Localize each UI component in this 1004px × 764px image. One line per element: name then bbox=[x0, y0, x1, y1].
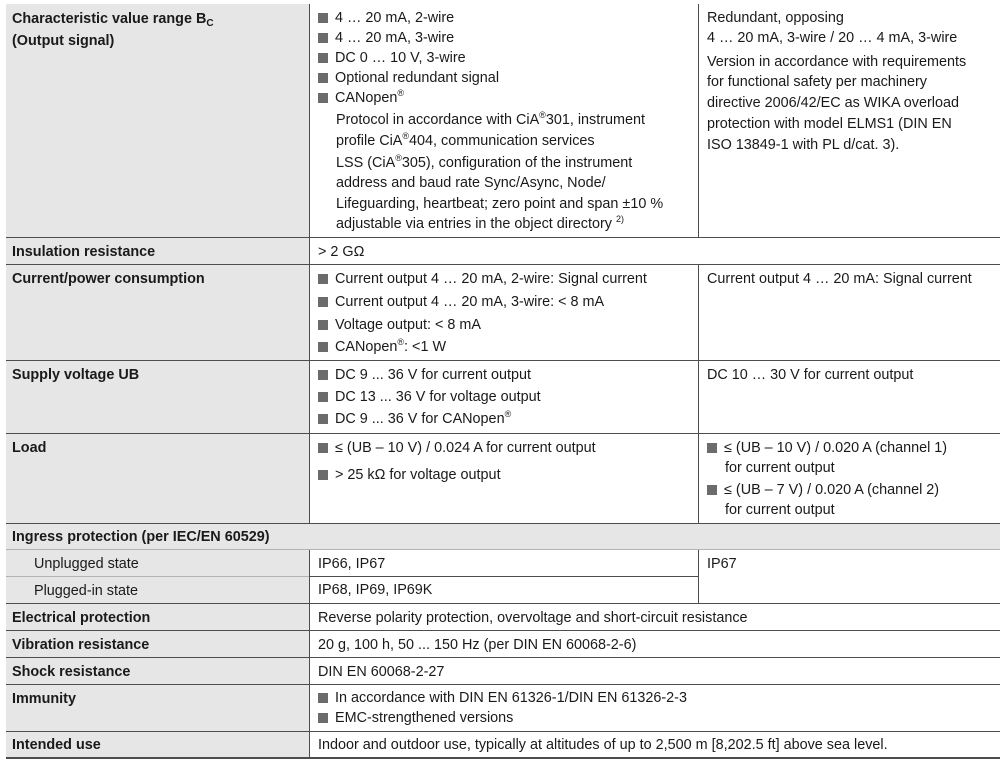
value-cell bbox=[309, 631, 1000, 657]
value-text: IP67 bbox=[707, 556, 737, 572]
row-label-cell bbox=[6, 576, 309, 603]
list-item-text: ≤ (UB – 10 V) / 0.020 A (channel 1) bbox=[724, 440, 948, 456]
registered-mark: ® bbox=[539, 110, 546, 120]
row-unplugged-state bbox=[6, 549, 1000, 576]
list-item-text: 4 … 20 mA, 2-wire bbox=[335, 10, 455, 26]
text-line: directive 2006/42/EC as WIKA overload bbox=[707, 95, 959, 111]
row-label-cell bbox=[6, 658, 309, 684]
row-characteristic-value-range bbox=[6, 4, 1000, 237]
list-item bbox=[318, 438, 596, 458]
list-item bbox=[318, 68, 499, 88]
bullet-square-icon bbox=[318, 297, 328, 307]
label-text: Characteristic value range B bbox=[12, 11, 207, 27]
text-line: protection with model ELMS1 (DIN EN bbox=[707, 116, 952, 132]
text-part: LSS (CiA bbox=[336, 155, 396, 171]
row-label: Intended use bbox=[12, 737, 101, 753]
row-label: Supply voltage UB bbox=[12, 367, 140, 383]
list-item bbox=[318, 269, 647, 289]
row-label: Electrical protection bbox=[12, 610, 151, 626]
row-intended-use bbox=[6, 731, 1000, 757]
value-cell-standard bbox=[309, 434, 698, 523]
list-item-text: DC 0 … 10 V, 3-wire bbox=[335, 50, 466, 66]
row-label-cell bbox=[6, 732, 309, 757]
list-item bbox=[318, 337, 446, 357]
bullet-square-icon bbox=[318, 342, 328, 352]
text-line: 4 … 20 mA, 3-wire / 20 … 4 mA, 3-wire bbox=[707, 30, 958, 46]
row-label-cell bbox=[6, 604, 309, 630]
value-cell-standard bbox=[309, 576, 698, 603]
text-line: Redundant, opposing bbox=[707, 10, 844, 26]
list-item bbox=[318, 688, 687, 708]
list-item-text: DC 9 ... 36 V for CANopen bbox=[335, 411, 505, 427]
text-part: 301, instrument bbox=[545, 112, 646, 128]
value-text: IP68, IP69, IP69K bbox=[318, 582, 433, 598]
list-item-text: DC 13 ... 36 V for voltage output bbox=[335, 389, 541, 405]
list-item-text: In accordance with DIN EN 61326-1/DIN EN 61326-2-3 bbox=[335, 690, 687, 706]
bullet-square-icon bbox=[318, 443, 328, 453]
list-item bbox=[318, 88, 404, 108]
row-ingress-protection bbox=[6, 523, 1000, 549]
bullet-square-icon bbox=[318, 713, 328, 723]
list-item-text: DC 9 ... 36 V for current output bbox=[335, 367, 531, 383]
bullet-square-icon bbox=[318, 274, 328, 284]
list-item-text: > 25 kΩ for voltage output bbox=[335, 467, 501, 483]
bullet-square-icon bbox=[318, 93, 328, 103]
list-item bbox=[318, 409, 511, 429]
row-label-cell bbox=[6, 434, 309, 523]
list-item-text: ≤ (UB – 10 V) / 0.024 A for current output bbox=[335, 440, 596, 456]
list-item-text: CANopen bbox=[335, 90, 398, 106]
list-item-text: 4 … 20 mA, 3-wire bbox=[335, 30, 455, 46]
list-item-text: Current output 4 … 20 mA, 3-wire: < 8 mA bbox=[335, 294, 605, 310]
text-line bbox=[336, 153, 632, 173]
row-supply-voltage bbox=[6, 360, 1000, 433]
value-cell-redundant bbox=[698, 265, 1000, 360]
footnote-mark: 2) bbox=[615, 214, 624, 224]
list-item-text: : <1 W bbox=[404, 339, 447, 355]
value-cell bbox=[309, 685, 1000, 731]
registered-mark: ® bbox=[397, 337, 405, 347]
value-cell bbox=[309, 238, 1000, 264]
row-insulation-resistance bbox=[6, 237, 1000, 264]
text-part: 305), configuration of the instrument bbox=[401, 155, 633, 171]
list-item bbox=[318, 365, 531, 385]
text-line: for functional safety per machinery bbox=[707, 74, 927, 90]
text-line: for current output bbox=[725, 502, 835, 518]
bullet-square-icon bbox=[318, 414, 328, 424]
text-part: profile CiA bbox=[336, 133, 403, 149]
value-text: DC 10 … 30 V for current output bbox=[707, 367, 914, 383]
bullet-square-icon bbox=[318, 693, 328, 703]
value-text: Reverse polarity protection, overvoltage and short-circuit resistance bbox=[318, 610, 748, 626]
registered-mark: ® bbox=[504, 409, 512, 419]
bullet-square-icon bbox=[707, 485, 717, 495]
row-immunity bbox=[6, 684, 1000, 731]
bullet-square-icon bbox=[318, 392, 328, 402]
text-part: 404, communication services bbox=[409, 133, 595, 149]
bullet-square-icon bbox=[707, 443, 717, 453]
text-line: ISO 13849-1 with PL d/cat. 3). bbox=[707, 137, 900, 153]
bullet-square-icon bbox=[318, 33, 328, 43]
table-bottom-rule bbox=[6, 757, 1000, 759]
text-line bbox=[336, 214, 624, 234]
list-item bbox=[318, 292, 604, 312]
row-label: Insulation resistance bbox=[12, 244, 156, 260]
list-item-text: CANopen bbox=[335, 339, 398, 355]
bullet-square-icon bbox=[318, 13, 328, 23]
list-item-text: Voltage output: < 8 mA bbox=[335, 317, 482, 333]
text-line: address and baud rate Sync/Async, Node/ bbox=[336, 175, 606, 191]
value-cell bbox=[309, 732, 1000, 757]
value-text: Current output 4 … 20 mA: Signal current bbox=[707, 271, 972, 287]
list-item bbox=[707, 438, 947, 458]
registered-mark: ® bbox=[402, 131, 410, 141]
value-cell bbox=[309, 604, 1000, 630]
row-vibration-resistance bbox=[6, 630, 1000, 657]
list-item bbox=[707, 480, 939, 500]
row-label-cell bbox=[6, 685, 309, 731]
value-text: 20 g, 100 h, 50 ... 150 Hz (per DIN EN 60068-2-6) bbox=[318, 637, 637, 653]
row-label: Current/power consumption bbox=[12, 271, 205, 287]
list-item bbox=[318, 315, 481, 335]
bullet-square-icon bbox=[318, 370, 328, 380]
list-item-text: Current output 4 … 20 mA, 2-wire: Signal current bbox=[335, 271, 647, 287]
text-line: Version in accordance with requirements bbox=[707, 54, 967, 70]
value-text: IP66, IP67 bbox=[318, 556, 386, 572]
list-item bbox=[318, 708, 513, 728]
row-label: Vibration resistance bbox=[12, 637, 150, 653]
row-label-cell bbox=[6, 361, 309, 433]
bullet-square-icon bbox=[318, 470, 328, 480]
list-item-text: Optional redundant signal bbox=[335, 70, 500, 86]
bullet-square-icon bbox=[318, 73, 328, 83]
list-item bbox=[318, 387, 541, 407]
row-plugged-in-state bbox=[6, 576, 1000, 603]
list-item bbox=[318, 28, 454, 48]
row-electrical-protection bbox=[6, 603, 1000, 630]
text-line: Lifeguarding, heartbeat; zero point and span ±10 % bbox=[336, 196, 664, 212]
bullet-square-icon bbox=[318, 53, 328, 63]
value-cell bbox=[309, 658, 1000, 684]
row-label-cell bbox=[6, 550, 309, 576]
bullet-square-icon bbox=[318, 320, 328, 330]
value-text: > 2 GΩ bbox=[318, 244, 365, 260]
row-label-cell bbox=[6, 4, 309, 237]
text-line bbox=[336, 131, 595, 151]
list-item bbox=[318, 48, 466, 68]
list-item bbox=[318, 465, 501, 485]
label-subscript: C bbox=[206, 18, 214, 29]
row-label: Ingress protection (per IEC/EN 60529) bbox=[12, 529, 270, 545]
value-cell-standard bbox=[309, 4, 698, 237]
value-text: Indoor and outdoor use, typically at altitudes of up to 2,500 m [8,202.5 ft] above sea level. bbox=[318, 737, 888, 753]
value-cell-redundant bbox=[698, 361, 1000, 433]
text-line: for current output bbox=[725, 460, 835, 476]
row-shock-resistance bbox=[6, 657, 1000, 684]
row-label: Immunity bbox=[12, 691, 76, 707]
registered-mark: ® bbox=[397, 88, 405, 98]
value-cell-redundant bbox=[698, 434, 1000, 523]
value-cell-redundant bbox=[698, 4, 1000, 237]
list-item-text: EMC-strengthened versions bbox=[335, 710, 514, 726]
value-cell-standard bbox=[309, 265, 698, 360]
text-line bbox=[336, 110, 645, 130]
row-label: Shock resistance bbox=[12, 664, 131, 680]
row-label-cell bbox=[6, 238, 309, 264]
value-cell-standard bbox=[309, 550, 698, 576]
row-label bbox=[12, 9, 214, 29]
value-text: DIN EN 60068-2-27 bbox=[318, 664, 445, 680]
list-item-text: ≤ (UB – 7 V) / 0.020 A (channel 2) bbox=[724, 482, 940, 498]
list-item bbox=[318, 8, 454, 28]
text-part: Protocol in accordance with CiA bbox=[336, 112, 540, 128]
row-label-line2: (Output signal) bbox=[12, 33, 115, 49]
value-cell-standard bbox=[309, 361, 698, 433]
row-label: Unplugged state bbox=[34, 556, 139, 572]
row-label: Load bbox=[12, 440, 47, 456]
row-label: Plugged-in state bbox=[34, 583, 139, 599]
row-load bbox=[6, 433, 1000, 523]
row-label-cell bbox=[6, 631, 309, 657]
registered-mark: ® bbox=[395, 153, 402, 163]
row-label-cell bbox=[6, 265, 309, 360]
text-part: adjustable via entries in the object directory bbox=[336, 216, 612, 232]
row-current-power-consumption bbox=[6, 264, 1000, 360]
